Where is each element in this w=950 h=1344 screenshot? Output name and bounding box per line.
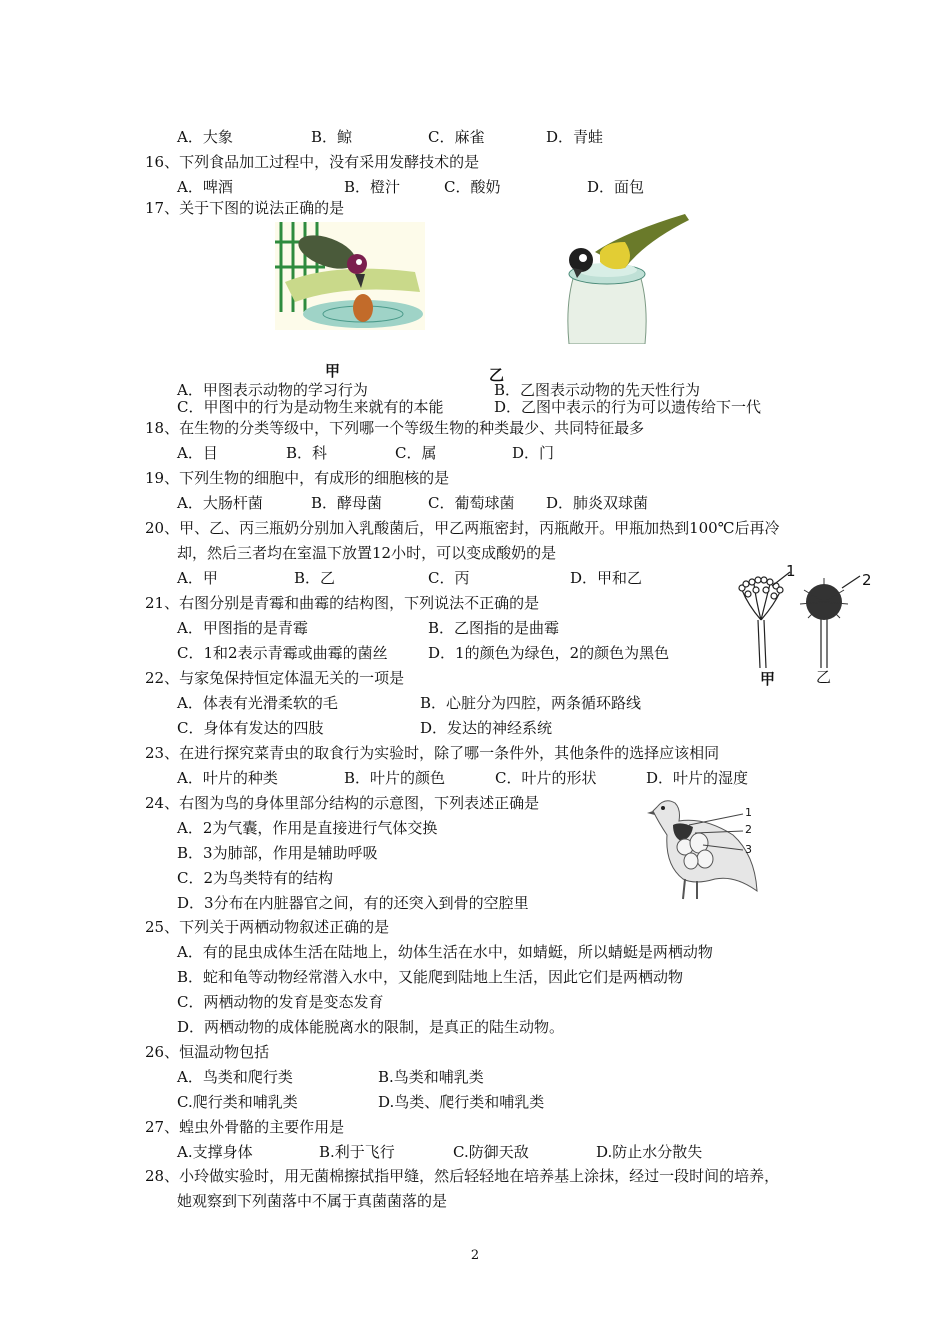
- q18-stem: 18、在生物的分类等级中，下列哪一个等级生物的种类最少、共同特征最多: [145, 419, 645, 437]
- q25-option-d: D．两栖动物的成体能脱离水的限制，是真正的陆生动物。: [177, 1018, 565, 1036]
- q17-figure-label-jia: 甲: [325, 362, 341, 380]
- bird-feeding-fish-figure: [275, 222, 425, 330]
- q22-option-a: A．体表有光滑柔软的毛: [177, 694, 338, 712]
- q23-option-a: A．叶片的种类: [177, 769, 278, 787]
- q15-option-b: B．鲸: [311, 128, 353, 146]
- q18-option-c: C．属: [395, 444, 437, 462]
- mold-structure-figure: [728, 560, 878, 670]
- q17-option-d: D．乙图中表示的行为可以遗传给下一代: [494, 398, 762, 416]
- q20-stem-line2: 却，然后三者均在室温下放置12小时，可以变成酸奶的是: [177, 544, 557, 562]
- q21-option-b: B．乙图指的是曲霉: [428, 619, 560, 637]
- q21-stem: 21、右图分别是青霉和曲霉的结构图，下列说法不正确的是: [145, 594, 540, 612]
- q24-stem: 24、右图为鸟的身体里部分结构的示意图，下列表述正确是: [145, 794, 540, 812]
- q21-option-a: A．甲图指的是青霉: [177, 619, 308, 637]
- q20-option-a: A．甲: [177, 569, 218, 587]
- q24-figure-label-2: 2: [745, 823, 752, 836]
- q25-option-c: C．两栖动物的发育是变态发育: [177, 993, 384, 1011]
- q26-option-b: B.鸟类和哺乳类: [378, 1068, 484, 1086]
- q15-option-c: C．麻雀: [428, 128, 485, 146]
- q24-figure-label-1: 1: [745, 806, 752, 819]
- q21-option-d: D．1的颜色为绿色，2的颜色为黑色: [428, 644, 670, 662]
- bird-opening-milk-bottle-figure: [555, 212, 695, 344]
- q22-option-d: D．发达的神经系统: [420, 719, 553, 737]
- q28-stem-line1: 28、小玲做实验时，用无菌棉擦拭指甲缝，然后轻轻地在培养基上涂抹，经过一段时间的培养，: [145, 1167, 780, 1185]
- q27-option-b: B.利于飞行: [319, 1143, 395, 1161]
- q27-option-c: C.防御天敌: [453, 1143, 529, 1161]
- q26-option-c: C.爬行类和哺乳类: [177, 1093, 298, 1111]
- q19-option-d: D．肺炎双球菌: [546, 494, 649, 512]
- q24-option-b: B．3为肺部，作用是辅助呼吸: [177, 844, 378, 862]
- q16-stem: 16、下列食品加工过程中，没有采用发酵技术的是: [145, 153, 480, 171]
- q19-option-a: A．大肠杆菌: [177, 494, 263, 512]
- q21-figure-label-yi: 乙: [816, 668, 832, 686]
- q19-option-c: C．葡萄球菌: [428, 494, 515, 512]
- q21-figure-label-2: 2: [862, 571, 872, 589]
- q19-option-b: B．酵母菌: [311, 494, 383, 512]
- q27-stem: 27、蝗虫外骨骼的主要作用是: [145, 1118, 345, 1136]
- q25-option-b: B．蛇和龟等动物经常潜入水中，又能爬到陆地上生活，因此它们是两栖动物: [177, 968, 684, 986]
- q16-option-b: B．橙汁: [344, 178, 401, 196]
- q27-option-d: D.防止水分散失: [596, 1143, 703, 1161]
- q17-figure-label-yi: 乙: [489, 366, 505, 384]
- q20-option-c: C．丙: [428, 569, 470, 587]
- q17-option-b: B．乙图表示动物的先天性行为: [494, 381, 701, 399]
- q20-stem-line1: 20、甲、乙、丙三瓶奶分别加入乳酸菌后，甲乙两瓶密封，丙瓶敞开。甲瓶加热到100℃后再冷: [145, 519, 780, 537]
- q25-option-a: A．有的昆虫成体生活在陆地上，幼体生活在水中，如蜻蜓，所以蜻蜓是两栖动物: [177, 943, 713, 961]
- q16-option-d: D．面包: [587, 178, 645, 196]
- q24-option-c: C．2为鸟类特有的结构: [177, 869, 334, 887]
- q15-option-a: A．大象: [177, 128, 233, 146]
- q26-option-d: D.鸟类、爬行类和哺乳类: [378, 1093, 545, 1111]
- q17-stem: 17、关于下图的说法正确的是: [145, 199, 345, 217]
- q22-stem: 22、与家兔保持恒定体温无关的一项是: [145, 669, 405, 687]
- q21-figure-label-jia: 甲: [760, 670, 776, 688]
- q26-stem: 26、恒温动物包括: [145, 1043, 270, 1061]
- page-number: 2: [470, 1248, 480, 1263]
- q17-option-a: A．甲图表示动物的学习行为: [177, 381, 368, 399]
- q24-option-a: A．2为气囊，作用是直接进行气体交换: [177, 819, 438, 837]
- q18-option-a: A．目: [177, 444, 218, 462]
- q22-option-b: B．心脏分为四腔，两条循环路线: [420, 694, 642, 712]
- q23-option-b: B．叶片的颜色: [344, 769, 446, 787]
- q27-option-a: A.支撑身体: [177, 1143, 253, 1161]
- q28-stem-line2: 她观察到下列菌落中不属于真菌菌落的是: [177, 1192, 448, 1210]
- q18-option-b: B．科: [286, 444, 328, 462]
- q18-option-d: D．门: [512, 444, 555, 462]
- q20-option-d: D．甲和乙: [570, 569, 643, 587]
- q22-option-c: C．身体有发达的四肢: [177, 719, 324, 737]
- q23-option-c: C．叶片的形状: [495, 769, 597, 787]
- q19-stem: 19、下列生物的细胞中，有成形的细胞核的是: [145, 469, 450, 487]
- q16-option-a: A．啤酒: [177, 178, 233, 196]
- q21-option-c: C．1和2表示青霉或曲霉的菌丝: [177, 644, 388, 662]
- q23-stem: 23、在进行探究菜青虫的取食行为实验时，除了哪一条件外，其他条件的选择应该相同: [145, 744, 720, 762]
- q17-option-c: C．甲图中的行为是动物生来就有的本能: [177, 398, 444, 416]
- q26-option-a: A．鸟类和爬行类: [177, 1068, 293, 1086]
- q20-option-b: B．乙: [294, 569, 336, 587]
- q21-figure-label-1: 1: [786, 562, 796, 580]
- q15-option-d: D．青蛙: [546, 128, 604, 146]
- q23-option-d: D．叶片的湿度: [646, 769, 749, 787]
- q16-option-c: C．酸奶: [444, 178, 501, 196]
- q24-figure-label-3: 3: [745, 843, 752, 856]
- q25-stem: 25、下列关于两栖动物叙述正确的是: [145, 918, 390, 936]
- q24-option-d: D．3分布在内脏器官之间，有的还突入到骨的空腔里: [177, 894, 529, 912]
